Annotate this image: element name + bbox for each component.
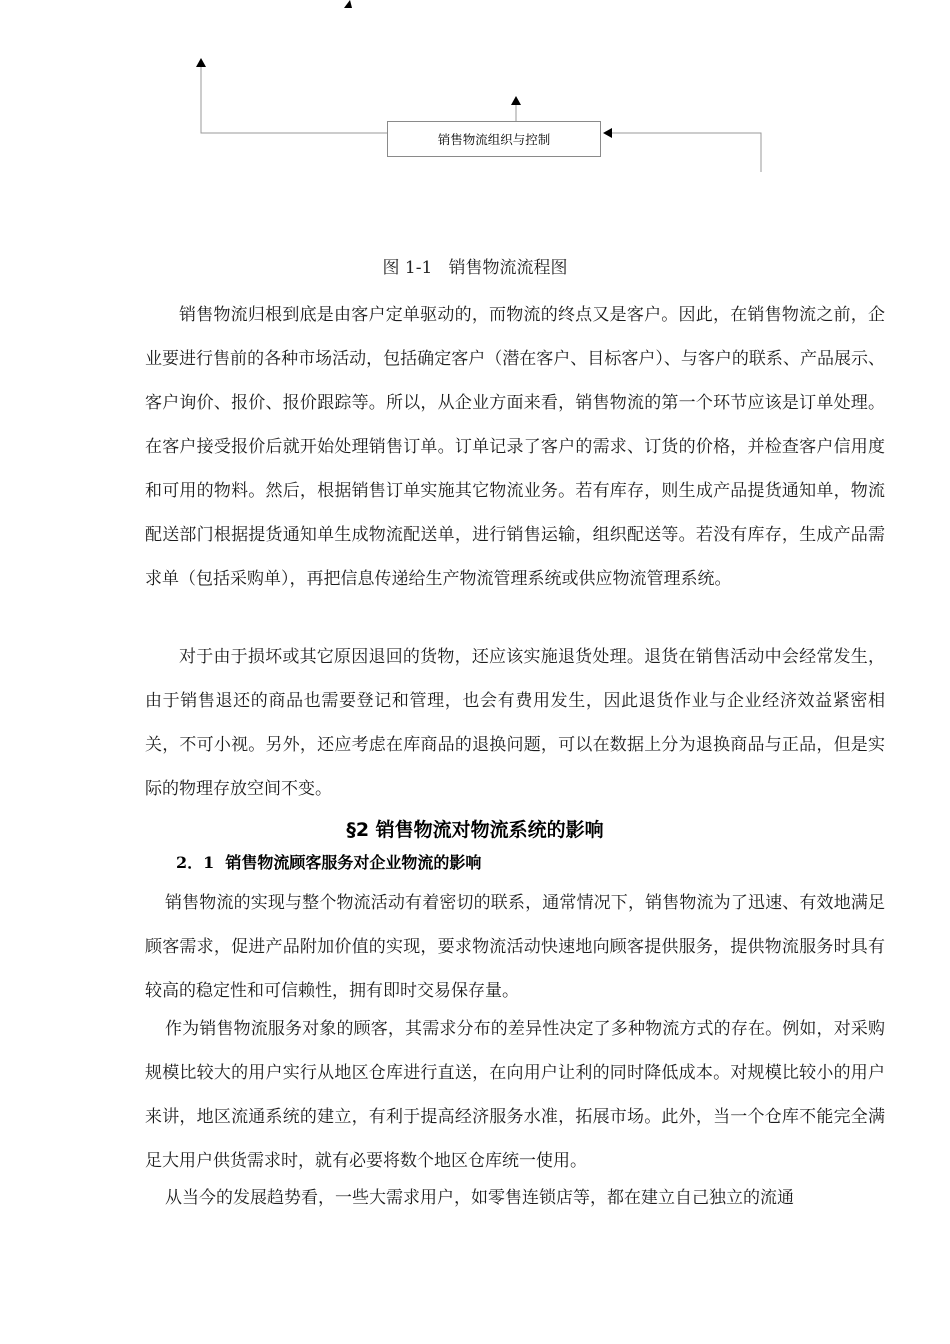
paragraph-customer-service: 销售物流的实现与整个物流活动有着密切的联系，通常情况下，销售物流为了迅速、有效地满足顾客需求，促进产品附加价值的实现，要求物流活动快速地向顾客提供服务，提供物流服务时具有较高的稳定性和可信赖性，拥有即时交易保存量。 — [145, 893, 885, 1001]
connector-right — [612, 133, 761, 172]
flow-diagram — [0, 0, 950, 230]
arrow-left-right — [603, 128, 612, 138]
section-heading: §2 销售物流对物流系统的影响 — [346, 819, 604, 841]
subsection-heading: 2．1 销售物流顾客服务对企业物流的影响 — [176, 853, 482, 872]
paragraph-customer-demand: 作为销售物流服务对象的顾客，其需求分布的差异性决定了多种物流方式的存在。例如，对采购规模比较大的用户实行从地区仓库进行直送，在向用户让利的同时降低成本。对规模比较小的用户来讲，地区流通系统的建立，有利于提高经济服务水准，拓展市场。此外，当一个仓库不能完全满足大用户供货需求时，就有必要将数个地区仓库统一使用。 — [145, 1019, 885, 1171]
process-box — [387, 121, 601, 157]
arrow-up-left — [196, 58, 206, 67]
paragraph-sales-logistics: 销售物流归根到底是由客户定单驱动的，而物流的终点又是客户。因此，在销售物流之前，企业要进行售前的各种市场活动，包括确定客户（潜在客户、目标客户）、与客户的联系、产品展示、客户询价、报价、报价跟踪等。所以，从企业方面来看，销售物流的第一个环节应该是订单处理。在客户接受报价后就开始处理销售订单。订单记录了客户的需求、订货的价格，并检查客户信用度和可用的物料。然后，根据销售订单实施其它物流业务。若有库存，则生成产品提货通知单，物流配送部门根据提货通知单生成物流配送单，进行销售运输，组织配送等。若没有库存，生成产品需求单（包括采购单），再把信息传递给生产物流管理系统或供应物流管理系统。 — [145, 305, 885, 589]
paragraph-returns: 对于由于损坏或其它原因退回的货物，还应该实施退货处理。退货在销售活动中会经常发生，由于销售退还的商品也需要登记和管理，也会有费用发生，因此退货作业与企业经济效益紧密相关，不可小视。另外，还应考虑在库商品的退换问题，可以在数据上分为退换商品与正品，但是实际的物理存放空间不变。 — [145, 647, 885, 799]
paragraph-trend: 从当今的发展趋势看，一些大需求用户，如零售连锁店等，都在建立自己独立的流通 — [165, 1188, 794, 1208]
figure-caption: 图 1-1 销售物流流程图 — [382, 258, 568, 278]
connector-left — [201, 66, 387, 133]
arrow-up-top-cut — [344, 0, 352, 8]
arrow-up-center — [511, 96, 521, 105]
process-box-label: 销售物流组织与控制 — [437, 132, 551, 147]
